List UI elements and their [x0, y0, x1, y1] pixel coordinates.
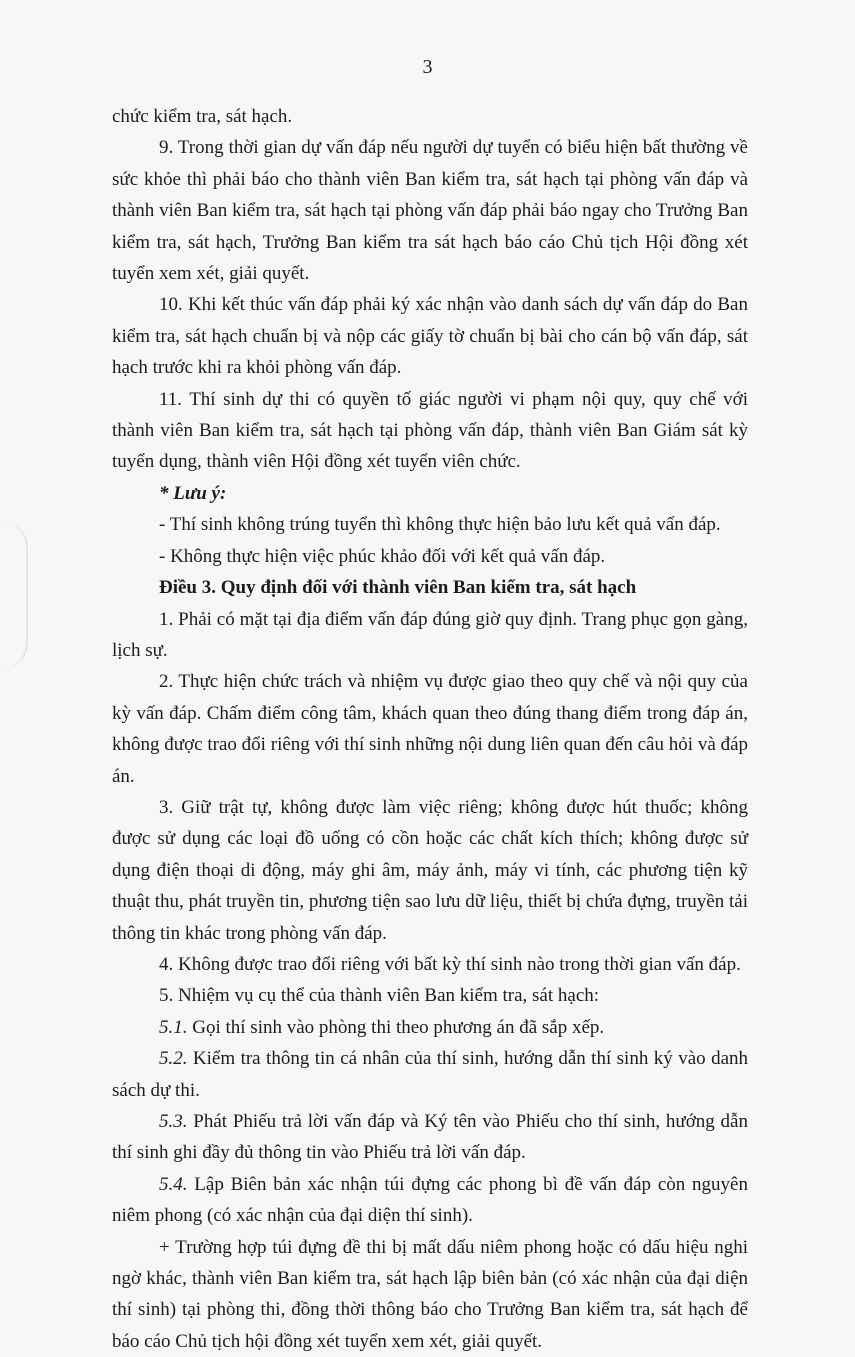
document-body	[112, 101, 748, 1357]
note-item-2: - Không thực hiện việc phúc khảo đối với kết quả vấn đáp.	[159, 545, 606, 567]
subitem-text: Phát Phiếu trả lời vấn đáp và Ký tên vào Phiếu cho thí sinh, hướng dẫn thí sinh ghi đầy đủ thông tin vào Phiếu trả lời vấn đáp.	[112, 1111, 748, 1164]
subitem-5-1	[112, 1012, 748, 1043]
paragraph-continuation: chức kiểm tra, sát hạch.	[112, 106, 293, 127]
note-title: * Lưu ý:	[159, 482, 227, 504]
article-3-item-1: 1. Phải có mặt tại địa điểm vấn đáp đúng giờ quy định. Trang phục gọn gàng, lịch sự.	[112, 608, 748, 661]
subitem-text: Kiểm tra thông tin cá nhân của thí sinh, hướng dẫn thí sinh ký vào danh sách dự thi.	[112, 1048, 748, 1101]
subitem-number: 5.3.	[159, 1111, 188, 1132]
article-3-item-5: 5. Nhiệm vụ cụ thể của thành viên Ban kiểm tra, sát hạch:	[159, 985, 600, 1007]
article-3-item-2: 2. Thực hiện chức trách và nhiệm vụ được giao theo quy chế và nội quy của kỳ vấn đáp. Chấm điểm công tâm, khách quan theo đúng thang điểm trong đáp án, không được trao đổi riêng với thí sinh những nội dung liên quan đến câu hỏi và đáp án.	[112, 671, 748, 787]
subitem-5-2	[112, 1043, 748, 1106]
page-number: 3	[422, 56, 433, 78]
article-3-item-4: 4. Không được trao đổi riêng với bất kỳ thí sinh nào trong thời gian vấn đáp.	[159, 953, 741, 975]
note-item-1: - Thí sinh không trúng tuyển thì không thực hiện bảo lưu kết quả vấn đáp.	[159, 514, 721, 536]
paragraph-item-9: 9. Trong thời gian dự vấn đáp nếu người dự tuyển có biểu hiện bất thường về sức khỏe thì phải báo cho thành viên Ban kiểm tra, sát hạch tại phòng vấn đáp và thành viên Ban kiểm tra, sát hạch tại phòng vấn đáp phải báo ngay cho Trưởng Ban kiểm tra, sát hạch, Trưởng Ban kiểm tra sát hạch báo cáo Chủ tịch Hội đồng xét tuyển xem xét, giải quyết.	[112, 137, 748, 285]
subitem-text: Gọi thí sinh vào phòng thi theo phương án đã sắp xếp.	[187, 1016, 605, 1038]
paragraph-plus-note: + Trường hợp túi đựng đề thi bị mất dấu niêm phong hoặc có dấu hiệu nghi ngờ khác, thành viên Ban kiểm tra, sát hạch lập biên bản (có xác nhận của đại diện thí sinh) tại phòng thi, đồng thời thông báo cho Trưởng Ban kiểm tra, sát hạch để báo cáo Chủ tịch hội đồng xét tuyển xem xét, giải quyết.	[112, 1236, 748, 1352]
article-3-heading: Điều 3. Quy định đối với thành viên Ban kiểm tra, sát hạch	[159, 577, 637, 599]
paragraph-item-10: 10. Khi kết thúc vấn đáp phải ký xác nhận vào danh sách dự vấn đáp do Ban kiểm tra, sát hạch chuẩn bị và nộp các giấy tờ chuẩn bị bài cho cán bộ vấn đáp, sát hạch trước khi ra khỏi phòng vấn đáp.	[112, 294, 748, 379]
paragraph-item-11: 11. Thí sinh dự thi có quyền tố giác người vi phạm nội quy, quy chế với thành viên Ban kiểm tra, sát hạch tại phòng vấn đáp, thành viên Ban Giám sát kỳ tuyển dụng, thành viên Hội đồng xét tuyển viên chức.	[112, 388, 748, 473]
subitem-5-3	[112, 1106, 748, 1169]
subitem-number: 5.1.	[159, 1016, 188, 1038]
stamp-mark	[0, 520, 28, 670]
subitem-number: 5.4.	[159, 1173, 188, 1195]
article-3-item-3: 3. Giữ trật tự, không được làm việc riêng; không được hút thuốc; không được sử dụng các loại đồ uống có cồn hoặc các chất kích thích; không được sử dụng điện thoại di động, máy ghi âm, máy ảnh, máy vi tính, các phương tiện kỹ thuật thu, phát truyền tin, phương tiện sao lưu dữ liệu, thiết bị chứa đựng, truyền tải thông tin khác trong phòng vấn đáp.	[112, 796, 748, 944]
subitem-text: Lập Biên bản xác nhận túi đựng các phong bì đề vấn đáp còn nguyên niêm phong (có xác nhận của đại diện thí sinh).	[112, 1173, 748, 1227]
subitem-5-4	[112, 1169, 748, 1232]
subitem-number: 5.2.	[159, 1048, 188, 1070]
